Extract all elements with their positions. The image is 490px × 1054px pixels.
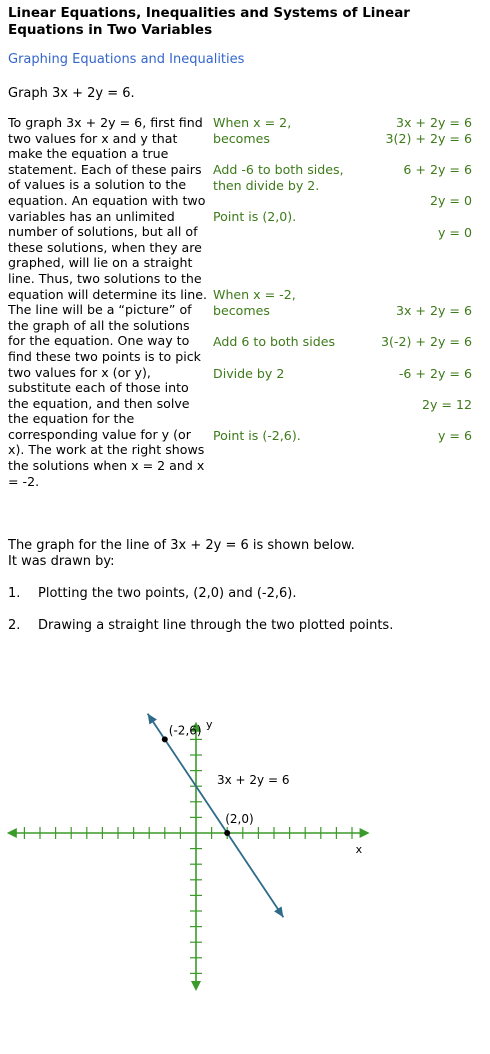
equation-label: 3x + 2y = 6 [217, 773, 290, 788]
axes [7, 718, 370, 991]
step-number: 2. [8, 618, 21, 633]
work-label-2: Add -6 to both sides, then divide by 2. [213, 162, 344, 193]
equation: 2y = 0 [429, 193, 472, 208]
y-axis-arrow [191, 981, 201, 991]
equation: 3x + 2y = 6 [395, 115, 472, 130]
equation: 6 + 2y = 6 [403, 162, 472, 177]
step-item [8, 618, 393, 633]
point-label: (-2,6) [168, 723, 202, 738]
step-text: Plotting the two points, (2,0) and (-2,6). [38, 586, 297, 601]
step-text: Drawing a straight line through the two plotted points. [38, 618, 394, 633]
equation: 3(-2) + 2y = 6 [381, 334, 472, 349]
x-axis-arrow [360, 828, 370, 838]
equation: 3x + 2y = 6 [395, 303, 472, 318]
equation: -6 + 2y = 6 [398, 366, 472, 381]
line-graph [0, 640, 490, 1054]
step-number: 1. [8, 586, 21, 601]
data-point [162, 736, 168, 742]
step-item [8, 586, 297, 601]
task-statement: Graph 3x + 2y = 6. [8, 86, 135, 101]
data-point [224, 830, 230, 836]
x-axis-label: x [355, 843, 363, 856]
page-title: Linear Equations, Inequalities and Systems of Linear Equations in Two Variables [8, 5, 410, 38]
equation: 2y = 12 [421, 397, 472, 412]
line-arrow-end [274, 906, 283, 917]
equation: 3(2) + 2y = 6 [385, 131, 472, 146]
section-link[interactable]: Graphing Equations and Inequalities [8, 52, 245, 67]
equation: y = 6 [437, 428, 472, 443]
plot-area [148, 714, 290, 918]
graph-line [148, 714, 284, 918]
work-label-4: When x = -2, becomes [213, 287, 296, 318]
equation: y = 0 [437, 225, 472, 240]
work-label-6: Divide by 2 [213, 366, 285, 381]
x-axis-arrow [7, 828, 17, 838]
work-label-3: Point is (2,0). [213, 209, 297, 224]
explanation-text: To graph 3x + 2y = 6, first find two values for x and y that make the equation a true statement. Each of these pairs of values is a solution to the equation. An equation with two variables has an unlimited number of solutions, but all of these solutions, when they are graphed, will lie on a straight line. Thus, two solutions to the equation will determine its line. The line will be a “picture” of the graph of all the solutions for the equation. One way to find these two points is to pick two values for x (or y), substitute each of those into the equation, and then solve the equation for the corresponding value for y (or x). The work at the right shows the solutions when x = 2 and x = -2. [8, 115, 207, 489]
y-axis-label: y [206, 717, 213, 731]
graph-intro: The graph for the line of 3x + 2y = 6 is shown below. It was drawn by: [8, 538, 355, 569]
work-label-7: Point is (-2,6). [213, 428, 301, 443]
work-label-5: Add 6 to both sides [213, 334, 336, 349]
work-label-1: When x = 2, becomes [213, 115, 292, 146]
point-label: (2,0) [225, 812, 254, 826]
line-arrow-start [148, 714, 157, 725]
